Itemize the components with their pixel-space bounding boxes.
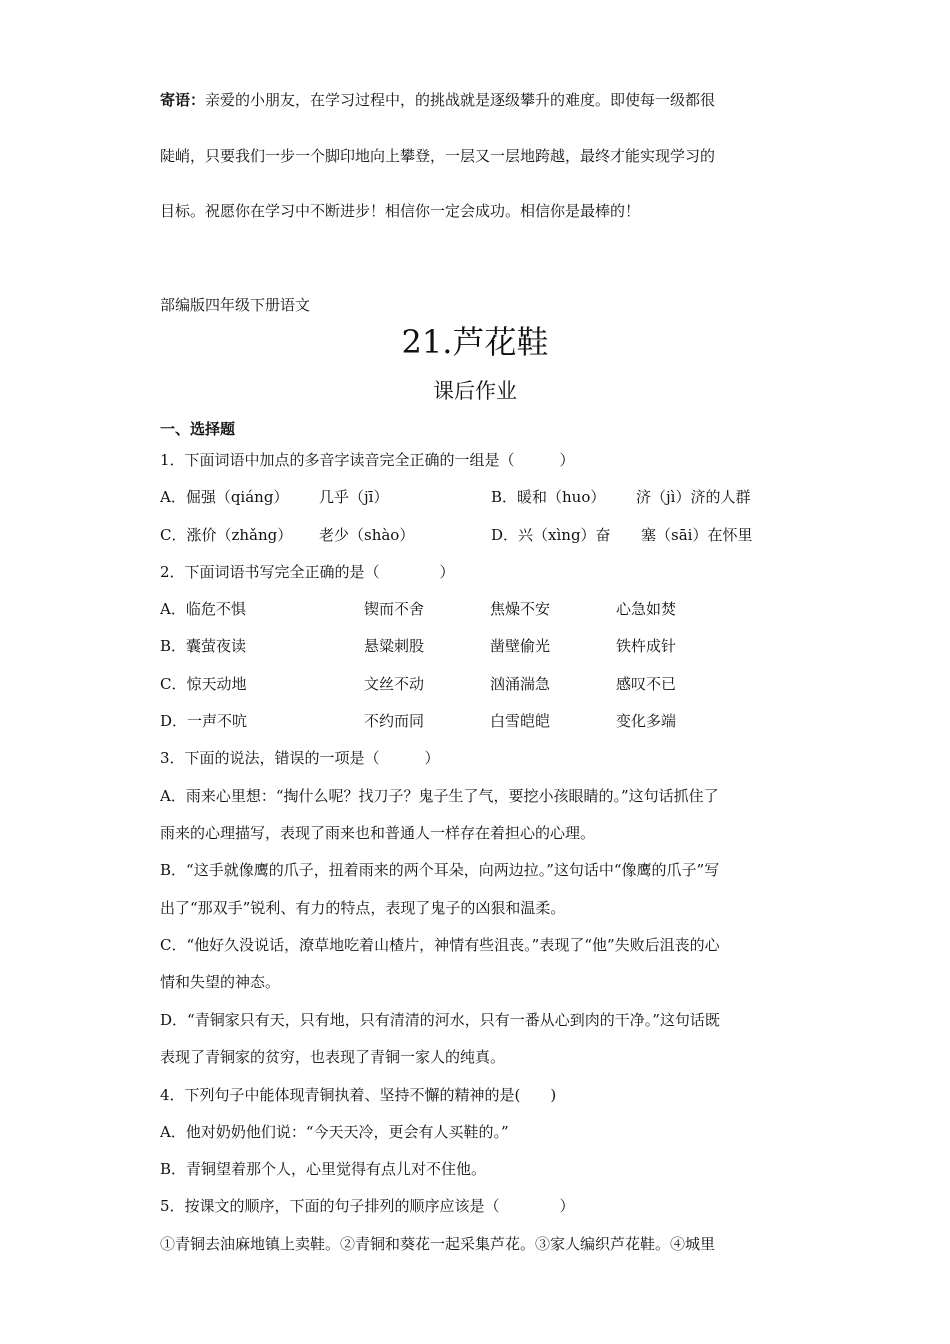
section-heading: 一、选择题 <box>160 420 236 438</box>
q2-stem: 2．下面词语书写完全正确的是（ ） <box>160 563 455 581</box>
q4-option-a: A．他对奶奶他们说：“今天天冷，更会有人买鞋的。” <box>160 1123 509 1141</box>
greeting-line-1: 寄语：亲爱的小朋友，在学习过程中，的挑战就是逐级攀升的难度。即使每一级都很 <box>160 91 716 109</box>
series-label: 部编版四年级下册语文 <box>160 296 311 314</box>
q1-option-b-word2: 济（jì）济的人群 <box>636 488 751 506</box>
q3-option-a-line2: 雨来的心理描写，表现了雨来也和普通人一样存在着担心的心理。 <box>160 824 596 842</box>
q2-row-a-word3: 焦燥不安 <box>490 600 551 618</box>
q2-row-c-word3: 汹涌湍急 <box>490 675 551 693</box>
q3-stem: 3．下面的说法，错误的一项是（ ） <box>160 749 440 767</box>
q2-row-a-word1: A．临危不惧 <box>160 600 246 618</box>
q1-option-d-word2: 塞（sāi）在怀里 <box>641 526 753 544</box>
q1-option-a-word2: 几乎（jī） <box>319 488 389 506</box>
q2-row-a-word2: 锲而不舍 <box>364 600 425 618</box>
q2-row-c-word2: 文丝不动 <box>364 675 425 693</box>
page-title: 21.芦花鞋 <box>401 323 549 361</box>
q3-option-d-line1: D．“青铜家只有天，只有地，只有清清的河水，只有一番从心到肉的干净。”这句话既 <box>160 1011 720 1029</box>
q3-option-c-line1: C．“他好久没说话，潦草地吃着山楂片，神情有些沮丧。”表现了“他”失败后沮丧的心 <box>160 936 720 954</box>
q2-row-d-word2: 不约而同 <box>364 712 425 730</box>
q1-option-c-word2: 老少（shào） <box>319 526 415 544</box>
q2-row-d-word1: D．一声不吭 <box>160 712 248 730</box>
q2-row-b-word4: 铁杵成针 <box>616 637 677 655</box>
q3-option-a-line1: A．雨来心里想：“掏什么呢？找刀子？鬼子生了气，要挖小孩眼睛的。”这句话抓住了 <box>160 787 719 805</box>
q2-row-b-word3: 凿壁偷光 <box>490 637 551 655</box>
greeting-line-2: 陡峭，只要我们一步一个脚印地向上攀登，一层又一层地跨越，最终才能实现学习的 <box>160 147 716 165</box>
q2-row-a-word4: 心急如焚 <box>616 600 677 618</box>
page-subtitle: 课后作业 <box>433 379 517 403</box>
q3-option-d-line2: 表现了青铜家的贫穷，也表现了青铜一家人的纯真。 <box>160 1048 506 1066</box>
q3-option-c-line2: 情和失望的神态。 <box>160 973 281 991</box>
q4-stem: 4．下列句子中能体现青铜执着、坚持不懈的精神的是( ) <box>160 1086 557 1104</box>
q1-stem: 1．下面词语中加点的多音字读音完全正确的一组是（ ） <box>160 451 575 469</box>
greeting-line-3: 目标。祝愿你在学习中不断进步！相信你一定会成功。相信你是最棒的！ <box>160 202 641 220</box>
q2-row-c-word1: C．惊天动地 <box>160 675 247 693</box>
q2-row-b-word1: B．囊萤夜读 <box>160 637 247 655</box>
q5-sequence-line1: ①青铜去油麻地镇上卖鞋。②青铜和葵花一起采集芦花。③家人编织芦花鞋。④城里 <box>160 1235 716 1253</box>
q2-row-d-word3: 白雪皑皑 <box>490 712 551 730</box>
q2-row-d-word4: 变化多端 <box>616 712 677 730</box>
q4-option-b: B．青铜望着那个人，心里觉得有点儿对不住他。 <box>160 1160 487 1178</box>
q3-option-b-line2: 出了“那双手”锐利、有力的特点，表现了鬼子的凶狠和温柔。 <box>160 899 566 917</box>
q3-option-b-line1: B．“这手就像鹰的爪子，扭着雨来的两个耳朵，向两边拉。”这句话中“像鹰的爪子”写 <box>160 861 720 879</box>
q1-option-b: B．暖和（huo） <box>491 488 606 506</box>
q1-option-d: D．兴（xìng）奋 <box>491 526 611 544</box>
q2-row-b-word2: 悬粱刺股 <box>364 637 425 655</box>
q5-stem: 5．按课文的顺序，下面的句子排列的顺序应该是（ ） <box>160 1197 575 1215</box>
q1-option-a: A．倔强（qiáng） <box>160 488 289 506</box>
greeting-label: 寄语： <box>160 91 206 109</box>
q2-row-c-word4: 感叹不已 <box>616 675 677 693</box>
q1-option-c: C．涨价（zhǎng） <box>160 526 293 544</box>
